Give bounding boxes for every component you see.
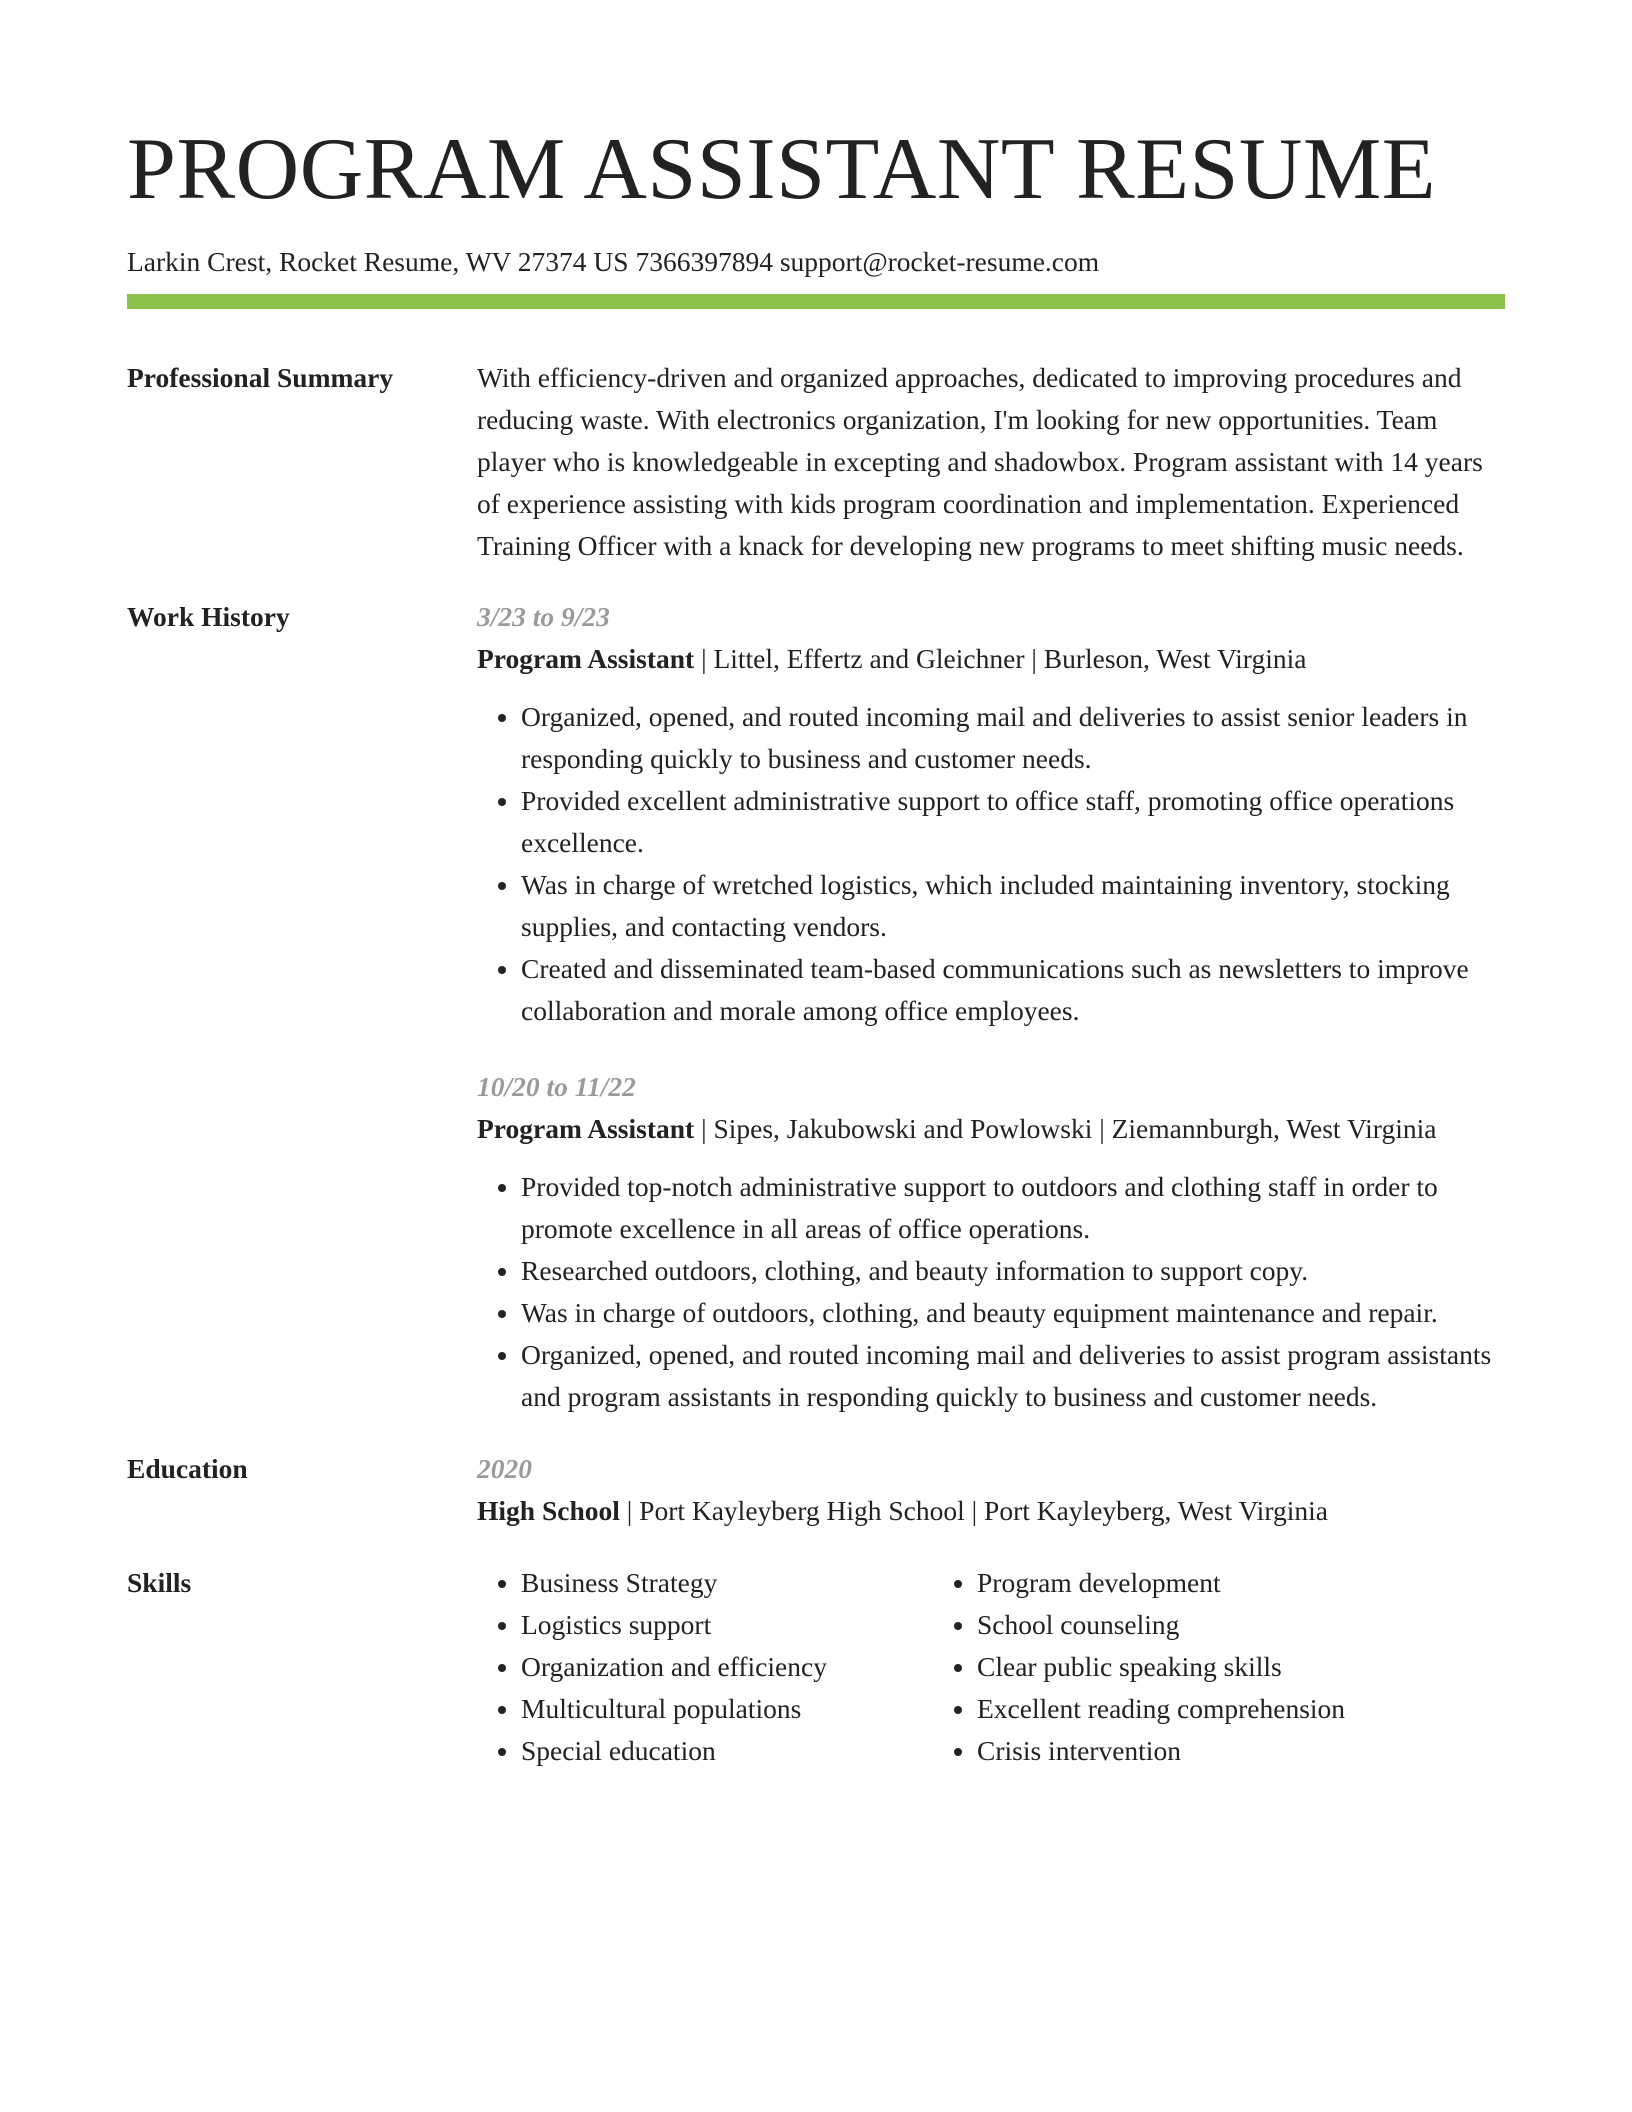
job-duties-list xyxy=(477,1166,1505,1418)
education-section xyxy=(127,1448,1505,1532)
summary-heading: Professional Summary xyxy=(127,362,394,393)
skills-heading: Skills xyxy=(127,1567,192,1598)
work-history-heading: Work History xyxy=(127,601,290,632)
skills-section xyxy=(127,1562,1505,1772)
skills-list-right xyxy=(933,1562,1389,1772)
education-school-location: | Port Kayleyberg High School | Port Kayleyberg, West Virginia xyxy=(619,1495,1328,1526)
contact-info: Larkin Crest, Rocket Resume, WV 27374 US 7366397894 support@rocket-resume.com xyxy=(127,246,1100,277)
job-role-line xyxy=(477,638,1505,680)
resume-title: PROGRAM ASSISTANT RESUME xyxy=(127,121,1436,218)
job-title: Program Assistant xyxy=(477,643,695,674)
skills-columns xyxy=(477,1562,1505,1772)
job-duties-list xyxy=(477,696,1505,1032)
skill-item: • School counseling xyxy=(977,1604,1389,1646)
list-item: • Provided top-notch administrative support to outdoors and clothing staff in order to promote excellence in all areas of office operations. xyxy=(521,1166,1505,1250)
skill-item: • Excellent reading comprehension xyxy=(977,1688,1389,1730)
work-history-section xyxy=(127,596,1505,1418)
education-heading: Education xyxy=(127,1453,248,1484)
skill-item: • Clear public speaking skills xyxy=(977,1646,1389,1688)
job-employer-location: | Sipes, Jakubowski and Powlowski | Ziemannburgh, West Virginia xyxy=(694,1113,1437,1144)
skill-item: • Program development xyxy=(977,1562,1389,1604)
list-item: • Organized, opened, and routed incoming mail and deliveries to assist program assistants and program assistants in responding quickly to business and customer needs. xyxy=(521,1334,1505,1418)
job-entry xyxy=(477,1066,1505,1418)
list-item: • Was in charge of outdoors, clothing, and beauty equipment maintenance and repair. xyxy=(521,1292,1505,1334)
skill-item: • Business Strategy xyxy=(521,1562,933,1604)
skill-item: • Organization and efficiency xyxy=(521,1646,933,1688)
summary-section xyxy=(127,357,1505,567)
list-item: • Provided excellent administrative support to office staff, promoting office operations excellence. xyxy=(521,780,1505,864)
job-role-line xyxy=(477,1108,1505,1150)
job-employer-location: | Littel, Effertz and Gleichner | Burleson, West Virginia xyxy=(694,643,1307,674)
summary-text: With efficiency-driven and organized approaches, dedicated to improving procedures and reducing waste. With electronics organization, I'm looking for new opportunities. Team player who is knowledgeable in excepting and shadowbox. Program assistant with 14 years of experience assisting with kids program coordination and implementation. Experienced Training Officer with a knack for developing new programs to meet shifting music needs. xyxy=(477,362,1483,561)
skills-list-left xyxy=(477,1562,933,1772)
skill-item: • Multicultural populations xyxy=(521,1688,933,1730)
header-accent-rule xyxy=(127,294,1505,309)
skill-item: • Crisis intervention xyxy=(977,1730,1389,1772)
job-dates: 3/23 to 9/23 xyxy=(477,601,610,632)
skill-item: • Logistics support xyxy=(521,1604,933,1646)
skill-item: • Special education xyxy=(521,1730,933,1772)
list-item: • Organized, opened, and routed incoming mail and deliveries to assist senior leaders in responding quickly to business and customer needs. xyxy=(521,696,1505,780)
list-item: • Created and disseminated team-based communications such as newsletters to improve collaboration and morale among office employees. xyxy=(521,948,1505,1032)
list-item: • Was in charge of wretched logistics, which included maintaining inventory, stocking supplies, and contacting vendors. xyxy=(521,864,1505,948)
job-title: Program Assistant xyxy=(477,1113,695,1144)
education-degree: High School xyxy=(477,1495,620,1526)
education-year: 2020 xyxy=(477,1453,532,1484)
job-entry xyxy=(477,596,1505,1032)
job-dates: 10/20 to 11/22 xyxy=(477,1071,636,1102)
list-item: • Researched outdoors, clothing, and beauty information to support copy. xyxy=(521,1250,1505,1292)
education-line xyxy=(477,1490,1505,1532)
